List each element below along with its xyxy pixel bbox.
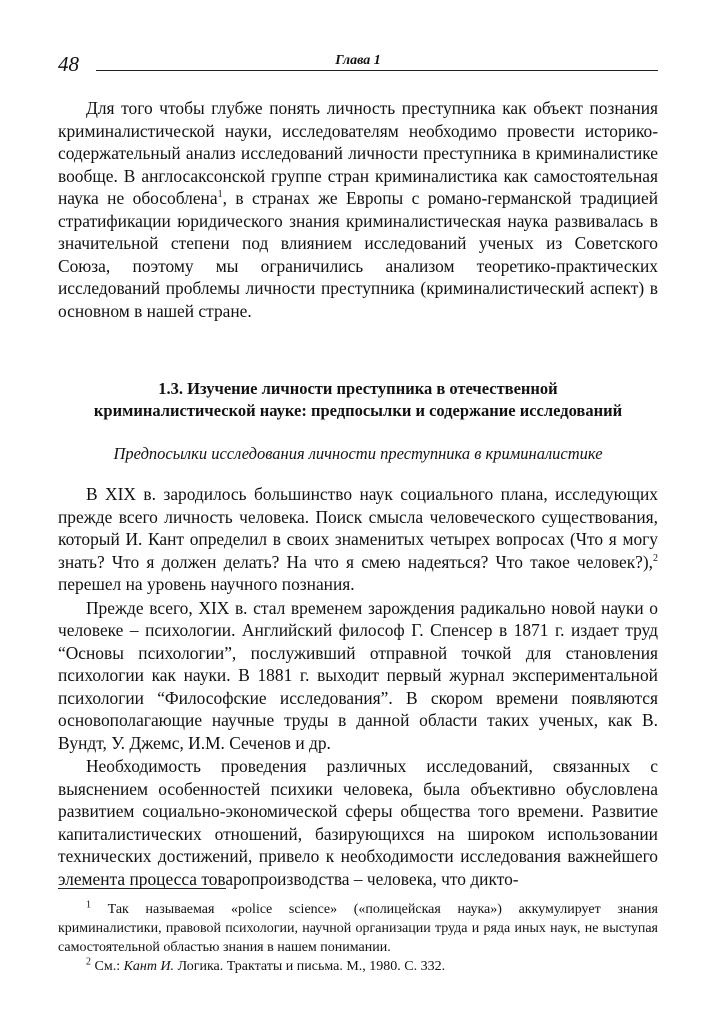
footnote-1: $^1$ Так называемая «police science» («полицейская наука») аккумулирует знания криминалистики, правовой психологии, научной организации труда и ряда иных наук, не выступая самостоятельной областью знания в нашем понимании. bbox=[58, 899, 658, 955]
footnote-1-mark: 1 bbox=[86, 899, 91, 911]
footnote-separator bbox=[58, 888, 226, 889]
section-body bbox=[58, 483, 658, 890]
paragraph-1: В XIX в. зародилось большинство наук социального плана, исследующих прежде всего личность человека. Поиск смысла человеческого существования, который И. Кант определил в своих знаменитых четырех вопросах (Что я могу знать? Что я должен делать? На что я смею надеяться? Что такое человек?),$^2$ перешел на уровень научного познания. bbox=[58, 484, 658, 594]
paragraph-3: Необходимость проведения различных исследований, связанных с выяснением особенностей психики человека, была объективно обусловлена развитием социально-экономической сферы общества того времени. Развитие капиталистических отношений, базирующихся на широком использовании технических достижений, привело к необходимости исследования важнейшего элемента процесса товаропроизводства – человека, что дикто- bbox=[58, 756, 658, 889]
footnote-2-author: Кант И. bbox=[123, 959, 175, 974]
intro-block bbox=[58, 97, 658, 322]
paragraph-2: Прежде всего, XIX в. стал временем зарождения радикально новой науки о человеке – психологии. Английский философ Г. Спенсер в 1871 г. издает труд “Основы психологии”, послуживший отправной точкой для становления психологии как науки. В 1881 г. выходит первый журнал экспериментальной психологии “Философские исследования”. В скором времени появляются основополагающие научные труды в данной области таких ученых, как В. Вундт, У. Джемс, И.М. Сеченов и др. bbox=[58, 597, 658, 753]
footnotes bbox=[58, 900, 658, 976]
section-heading-line-1: 1.3. Изучение личности преступника в отечественной bbox=[158, 379, 558, 398]
footnote-ref-2[interactable]: 2 bbox=[653, 552, 658, 564]
footnote-ref-1[interactable]: 1 bbox=[217, 189, 223, 201]
header-rule bbox=[96, 70, 658, 71]
page-header bbox=[58, 52, 658, 78]
section-heading-line-2: криминалистической науке: предпосылки и содержание исследований bbox=[93, 401, 623, 420]
subsection-heading: Предпосылки исследования личности преступника в криминалистике bbox=[113, 444, 603, 463]
running-head-chapter: Глава 1 bbox=[335, 53, 381, 68]
page-number: 48 bbox=[58, 52, 79, 76]
footnote-2: $^2$ См.: Кант И. Логика. Трактаты и письма. М., 1980. С. 332. bbox=[86, 956, 446, 974]
footnote-2-mark: 2 bbox=[86, 956, 91, 968]
section-heading bbox=[58, 378, 658, 422]
intro-paragraph: Для того чтобы глубже понять личность преступника как объект познания криминалистической науки, исследователям необходимо провести историко-содержательный анализ исследований личности преступника в криминалистике вообще. В англосаксонской группе стран криминалистика как самостоятельная наука не обособлена$^1$, в странах же Европы с романо-германской традицией стратификации юридического знания криминалистическая наука развивалась в значительной степени под влиянием исследований ученых из Советского Союза, поэтому мы ограничились анализом теоретико-практических исследований проблемы личности преступника (криминалистический аспект) в основном в нашей стране. bbox=[58, 98, 658, 321]
